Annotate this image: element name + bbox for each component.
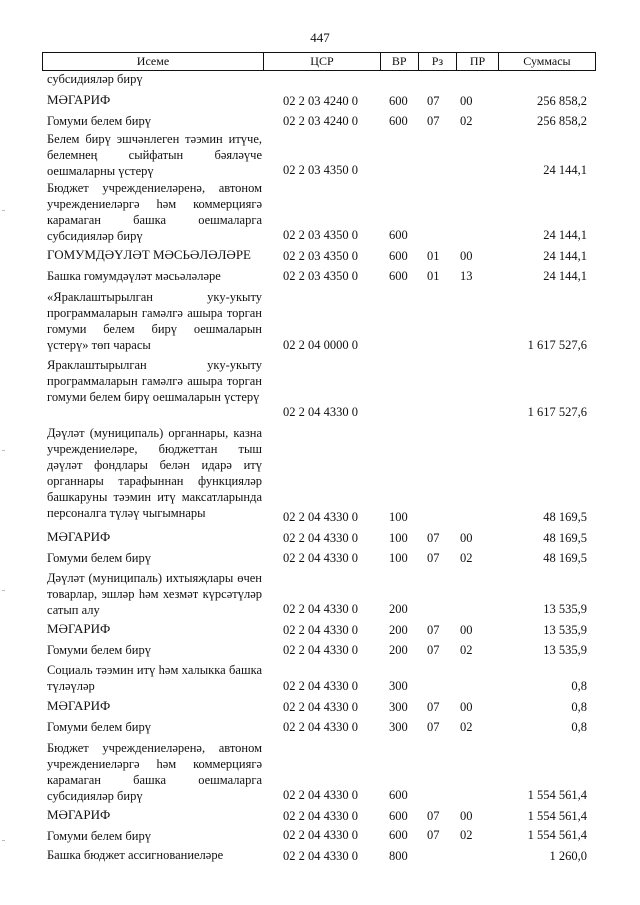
row-vr: 100 bbox=[389, 531, 408, 545]
row-vr: 200 bbox=[389, 602, 408, 616]
row-sum: 1 554 561,4 bbox=[527, 828, 587, 842]
table-row bbox=[0, 130, 640, 179]
row-name: Гомуми белем бирү bbox=[47, 551, 151, 565]
row-pr: 02 bbox=[460, 643, 473, 657]
table-row bbox=[0, 804, 640, 825]
header-rz: Рз bbox=[419, 53, 458, 70]
row-name: МӘГАРИФ bbox=[47, 698, 111, 713]
row-sum: 1 617 527,6 bbox=[527, 338, 587, 352]
row-rz: 01 bbox=[427, 249, 440, 263]
table-row bbox=[0, 421, 640, 526]
scan-mark bbox=[2, 450, 5, 451]
table-row bbox=[0, 71, 640, 89]
table-row bbox=[0, 285, 640, 354]
row-vr: 300 bbox=[389, 720, 408, 734]
row-csr: 02 2 04 4330 0 bbox=[283, 551, 358, 565]
row-pr: 02 bbox=[460, 720, 473, 734]
header-name: Исеме bbox=[43, 53, 264, 70]
table-row bbox=[0, 354, 640, 421]
row-pr: 02 bbox=[460, 114, 473, 128]
row-rz: 07 bbox=[427, 828, 440, 842]
row-rz: 07 bbox=[427, 114, 440, 128]
row-pr: 00 bbox=[460, 700, 473, 714]
row-csr: 02 2 03 4240 0 bbox=[283, 94, 358, 108]
row-csr: 02 2 03 4240 0 bbox=[283, 114, 358, 128]
header-csr: ЦСР bbox=[264, 53, 381, 70]
row-name: Белем бирү эшчәнлеген тәэмин итүче, белемнең сыйфатын бәяләүче оешмаларны үстерү bbox=[47, 132, 262, 178]
header-pr: ПР bbox=[457, 53, 499, 70]
row-csr: 02 2 04 4330 0 bbox=[283, 720, 358, 734]
table-row bbox=[0, 547, 640, 567]
row-name: МӘГАРИФ bbox=[47, 529, 111, 544]
row-name: Башка гомумдәүләт мәсьәләләре bbox=[47, 269, 221, 283]
scan-edge-marks bbox=[2, 120, 8, 880]
row-sum: 48 169,5 bbox=[543, 510, 587, 524]
row-pr: 02 bbox=[460, 551, 473, 565]
row-sum: 24 144,1 bbox=[543, 228, 587, 242]
row-name: Гомуми белем бирү bbox=[47, 720, 151, 734]
row-sum: 24 144,1 bbox=[543, 249, 587, 263]
row-rz: 07 bbox=[427, 809, 440, 823]
row-name: субсидияләр бирү bbox=[47, 72, 143, 86]
row-rz: 01 bbox=[427, 269, 440, 283]
row-name: Бюджет учреждениеләренә, автоном учреждениеләргә һәм коммерциягә карамаган башка оешмаларга субсидияләр бирү bbox=[47, 741, 262, 803]
row-csr: 02 2 04 4330 0 bbox=[283, 700, 358, 714]
row-vr: 600 bbox=[389, 269, 408, 283]
row-pr: 00 bbox=[460, 809, 473, 823]
row-vr: 800 bbox=[389, 849, 408, 863]
row-pr: 02 bbox=[460, 828, 473, 842]
row-vr: 300 bbox=[389, 700, 408, 714]
row-csr: 02 2 03 4350 0 bbox=[283, 269, 358, 283]
row-vr: 600 bbox=[389, 228, 408, 242]
row-csr: 02 2 04 4330 0 bbox=[283, 623, 358, 637]
table-row bbox=[0, 179, 640, 244]
row-vr: 600 bbox=[389, 94, 408, 108]
row-vr: 600 bbox=[389, 114, 408, 128]
row-vr: 100 bbox=[389, 510, 408, 524]
table-header bbox=[42, 52, 596, 71]
row-pr: 00 bbox=[460, 531, 473, 545]
row-name: Башка бюджет ассигнованиеләре bbox=[47, 848, 224, 862]
table-row bbox=[0, 567, 640, 618]
row-csr: 02 2 03 4350 0 bbox=[283, 228, 358, 242]
row-rz: 07 bbox=[427, 531, 440, 545]
row-name: «Яраклаштырылган уку-укыту программаларын гамәлгә ашыра торган гомуми белем бирү оешмаларын үстерү» төп чарасы bbox=[47, 290, 262, 352]
row-csr: 02 2 03 4350 0 bbox=[283, 163, 358, 177]
header-sum: Суммасы bbox=[523, 54, 571, 68]
row-rz: 07 bbox=[427, 94, 440, 108]
row-csr: 02 2 04 4330 0 bbox=[283, 510, 358, 524]
row-sum: 256 858,2 bbox=[537, 94, 587, 108]
row-sum: 48 169,5 bbox=[543, 531, 587, 545]
row-sum: 24 144,1 bbox=[543, 163, 587, 177]
table-row bbox=[0, 844, 640, 865]
header-vr: ВР bbox=[381, 53, 419, 70]
row-rz: 07 bbox=[427, 700, 440, 714]
row-csr: 02 2 04 4330 0 bbox=[283, 405, 358, 419]
row-name: Дәүләт (муниципаль) ихтыяҗлары өчен товарлар, эшләр һәм хезмәт күрсәтүләр сатып алу bbox=[47, 571, 262, 617]
row-name: Бюджет учреждениеләренә, автоном учреждениеләргә һәм коммерциягә карамаган башка оешмаларга субсидияләр бирү bbox=[47, 181, 262, 243]
row-csr: 02 2 04 4330 0 bbox=[283, 849, 358, 863]
row-sum: 1 554 561,4 bbox=[527, 788, 587, 802]
row-csr: 02 2 04 4330 0 bbox=[283, 602, 358, 616]
row-rz: 07 bbox=[427, 643, 440, 657]
row-name: Гомуми белем бирү bbox=[47, 114, 151, 128]
row-csr: 02 2 04 4330 0 bbox=[283, 828, 358, 842]
row-vr: 600 bbox=[389, 249, 408, 263]
scan-mark bbox=[2, 840, 5, 841]
row-csr: 02 2 04 4330 0 bbox=[283, 531, 358, 545]
row-name: Гомуми белем бирү bbox=[47, 829, 151, 843]
table-row bbox=[0, 695, 640, 716]
row-name: Дәүләт (муниципаль) органнары, казна учреждениеләре, бюджеттан тыш дәүләт фондлары белән идарә итү органнары тарафыннан функцияләр башкаруны тәэмин итү максатларында персоналга түләү чыгымнары bbox=[47, 426, 262, 520]
row-csr: 02 2 04 0000 0 bbox=[283, 338, 358, 352]
table-body bbox=[0, 71, 640, 865]
row-csr: 02 2 04 4330 0 bbox=[283, 643, 358, 657]
row-vr: 600 bbox=[389, 809, 408, 823]
table-row bbox=[0, 659, 640, 695]
row-sum: 48 169,5 bbox=[543, 551, 587, 565]
row-rz: 07 bbox=[427, 623, 440, 637]
row-name: ГОМУМДӘҮЛӘТ МӘСЬӘЛӘЛӘРЕ bbox=[47, 247, 251, 262]
row-sum: 1 554 561,4 bbox=[527, 809, 587, 823]
row-vr: 200 bbox=[389, 623, 408, 637]
row-name: Яраклаштырылган уку-укыту программаларын гамәлгә ашыра торган гомуми белем бирү оешмаларын үстерү bbox=[47, 358, 262, 404]
row-vr: 100 bbox=[389, 551, 408, 565]
table-row bbox=[0, 618, 640, 639]
row-sum: 0,8 bbox=[571, 700, 587, 714]
row-vr: 300 bbox=[389, 679, 408, 693]
row-vr: 200 bbox=[389, 643, 408, 657]
table-row bbox=[0, 110, 640, 130]
row-rz: 07 bbox=[427, 551, 440, 565]
table-row bbox=[0, 825, 640, 844]
row-sum: 1 260,0 bbox=[549, 849, 587, 863]
table-row bbox=[0, 716, 640, 736]
row-name: Гомуми белем бирү bbox=[47, 643, 151, 657]
row-sum: 24 144,1 bbox=[543, 269, 587, 283]
row-pr: 00 bbox=[460, 94, 473, 108]
row-name: МӘГАРИФ bbox=[47, 807, 111, 822]
row-csr: 02 2 04 4330 0 bbox=[283, 679, 358, 693]
row-pr: 00 bbox=[460, 623, 473, 637]
row-sum: 13 535,9 bbox=[543, 602, 587, 616]
scan-mark bbox=[2, 590, 5, 591]
row-sum: 1 617 527,6 bbox=[527, 405, 587, 419]
row-csr: 02 2 03 4350 0 bbox=[283, 249, 358, 263]
row-sum: 13 535,9 bbox=[543, 623, 587, 637]
row-sum: 256 858,2 bbox=[537, 114, 587, 128]
table-row bbox=[0, 736, 640, 804]
row-sum: 0,8 bbox=[571, 720, 587, 734]
row-name: Социаль тәэмин итү һәм халыкка башка түләүләр bbox=[47, 663, 262, 693]
scan-mark bbox=[2, 210, 5, 211]
row-pr: 00 bbox=[460, 249, 473, 263]
row-csr: 02 2 04 4330 0 bbox=[283, 788, 358, 802]
row-pr: 13 bbox=[460, 269, 473, 283]
row-name: МӘГАРИФ bbox=[47, 621, 111, 636]
table-row bbox=[0, 526, 640, 547]
table-row bbox=[0, 89, 640, 110]
row-vr: 600 bbox=[389, 828, 408, 842]
table-row bbox=[0, 265, 640, 285]
row-sum: 0,8 bbox=[571, 679, 587, 693]
row-sum: 13 535,9 bbox=[543, 643, 587, 657]
row-csr: 02 2 04 4330 0 bbox=[283, 809, 358, 823]
row-rz: 07 bbox=[427, 720, 440, 734]
row-vr: 600 bbox=[389, 788, 408, 802]
row-name: МӘГАРИФ bbox=[47, 92, 111, 107]
page-number: 447 bbox=[310, 30, 330, 45]
table-row bbox=[0, 244, 640, 265]
table-row bbox=[0, 639, 640, 659]
